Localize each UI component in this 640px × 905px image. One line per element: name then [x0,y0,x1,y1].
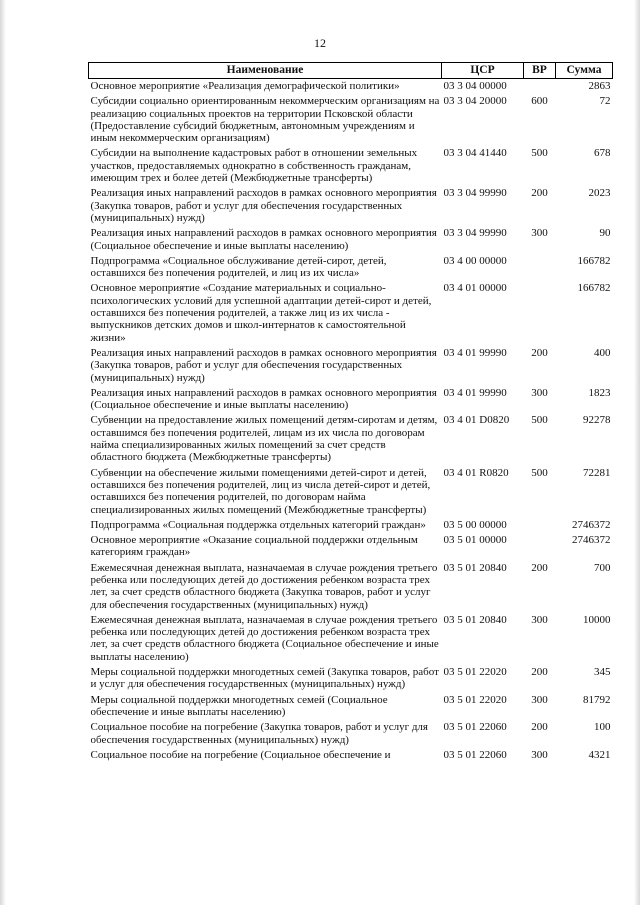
table-row [89,533,613,561]
row-vr: 200 [531,561,548,574]
table-row [89,226,613,254]
row-name: Реализация иных направлений расходов в рамках основного мероприятия (Закупка товаров, работ и услуг для обеспечения государственных (муниципальных) нужд) [90,346,437,384]
row-vr: 500 [531,414,548,427]
page-number: 12 [314,36,326,50]
row-sum: 90 [599,227,611,240]
row-csr: 03 4 01 99990 [443,386,507,399]
row-sum: 72281 [583,466,611,479]
table-row [89,665,613,693]
scan-edge-left [0,0,6,905]
row-vr: 200 [531,721,548,734]
row-name: Субсидии на выполнение кадастровых работ в отношении земельных участков, предоставляемых однократно в собственность гражданам, имеющим трех и более детей (Межбюджетные трансферты) [90,147,418,185]
row-name: Субвенции на предоставление жилых помещений детям-сиротам и детям, оставшимся без попечения родителей, лицам из их числа по договорам найма специализированных жилых помещений за счет средств областного бюджета (Межбюджетные трансферты) [90,414,438,464]
row-sum: 678 [594,147,611,160]
row-name: Субвенции на обеспечение жилыми помещениями детей-сирот и детей, оставшихся без попечения родителей, лиц из числа детей-сирот и детей, оставшихся без попечения родителей, по договорам найма специализированных жилых помещений (Межбюджетные трансферты) [90,466,431,516]
row-sum: 700 [594,561,611,574]
header-name: Наименование [89,63,442,79]
row-vr [524,79,556,95]
row-name: Ежемесячная денежная выплата, назначаемая в случае рождения третьего ребенка или последующих детей до достижения ребенком возраста трех лет, за счет средств областного бюджета (Социальное обеспечение и иные выплаты населению) [90,613,439,663]
row-csr: 03 5 01 22060 [443,721,507,734]
row-name: Реализация иных направлений расходов в рамках основного мероприятия (Закупка товаров, работ и услуг для обеспечения государственных (муниципальных) нужд) [90,187,437,224]
row-name: Ежемесячная денежная выплата, назначаемая в случае рождения третьего ребенка или последующих детей до достижения ребенком возраста трех лет, за счет средств областного бюджета (Закупка товаров, работ и услуг для обеспечения государственных (муниципальных) нужд) [90,561,438,611]
row-csr: 03 4 01 99990 [443,346,507,359]
row-csr: 03 5 01 00000 [443,534,507,547]
row-sum: 166782 [577,282,611,295]
row-name: Подпрограмма «Социальная поддержка отдельных категорий граждан» [90,518,426,531]
row-vr [524,533,556,561]
row-vr: 300 [531,386,548,399]
row-vr: 600 [531,95,548,108]
table-row [89,79,613,95]
row-csr: 03 3 04 99990 [443,187,507,200]
row-csr: 03 3 04 20000 [443,95,507,108]
row-name: Реализация иных направлений расходов в рамках основного мероприятия (Социальное обеспечение и иные выплаты населению) [90,227,437,252]
row-vr: 200 [531,346,548,359]
row-name: Социальное пособие на погребение (Закупка товаров, работ и услуг для обеспечения государственных (муниципальных) нужд) [90,721,428,746]
row-sum: 10000 [583,613,611,626]
row-vr: 500 [531,147,548,160]
header-vr: ВР [524,63,556,79]
row-vr [524,518,556,533]
row-csr: 03 5 01 22060 [443,748,507,761]
row-name: Основное мероприятие «Реализация демографической политики» [90,80,400,92]
row-vr: 300 [531,748,548,761]
row-csr: 03 4 01 D0820 [443,414,510,427]
table-header-row [89,63,613,79]
row-csr: 03 5 00 00000 [443,518,507,531]
table-row [89,413,613,465]
table-row [89,386,613,414]
row-vr: 300 [531,613,548,626]
row-sum: 2863 [588,80,611,92]
table-row [89,518,613,533]
table-row [89,346,613,386]
table-row [89,466,613,518]
row-csr: 03 5 01 22020 [443,693,507,706]
row-sum: 100 [594,721,611,734]
row-sum: 345 [594,666,611,679]
row-name: Основное мероприятие «Создание материальных и социально-психологических условий для успешной адаптации детей-сирот и детей, оставшихся без попечения родителей, а также лиц из их числа - выпускников детских домов и школ-интернатов к самостоятельной жизни» [90,282,432,344]
budget-table [88,62,613,763]
row-csr: 03 3 04 41440 [443,147,507,160]
row-name: Подпрограмма «Социальное обслуживание детей-сирот, детей, оставшихся без попечения родителей, и лиц из их числа» [90,254,387,280]
row-vr: 300 [531,227,548,240]
row-sum: 2746372 [572,518,611,531]
row-name: Субсидии социально ориентированным некоммерческим организациям на реализацию социальных проектов на территории Псковской области (Предоставление субсидий бюджетным, автономным учреждениям и иным некоммерческим организациям) [90,95,440,145]
row-csr: 03 3 04 00000 [443,80,507,92]
table-row [89,146,613,186]
table-row [89,186,613,226]
table-row [89,613,613,665]
row-vr [524,254,556,282]
row-vr: 200 [531,187,548,200]
row-sum: 4321 [588,748,611,761]
row-name: Меры социальной поддержки многодетных семей (Закупка товаров, работ и услуг для обеспечения государственных (муниципальных) нужд) [90,666,439,691]
row-csr: 03 4 00 00000 [443,254,507,267]
row-name: Меры социальной поддержки многодетных семей (Социальное обеспечение и иные выплаты населению) [90,693,388,718]
header-sum: Сумма [556,63,613,79]
table-row [89,281,613,345]
row-csr: 03 4 01 00000 [443,282,507,295]
table-row [89,254,613,282]
row-sum: 2746372 [572,534,611,547]
row-vr [524,281,556,345]
table-row [89,94,613,146]
row-vr: 200 [531,666,548,679]
row-name: Реализация иных направлений расходов в рамках основного мероприятия (Социальное обеспечение и иные выплаты населению) [90,386,437,412]
row-csr: 03 5 01 20840 [443,561,507,574]
row-name: Основное мероприятие «Оказание социальной поддержки отдельным категориям граждан» [90,534,418,559]
header-csr: ЦСР [442,63,524,79]
scan-edge-right [634,0,640,905]
row-csr: 03 5 01 20840 [443,613,507,626]
row-sum: 166782 [577,254,611,267]
table-row [89,748,613,763]
table-row [89,693,613,721]
row-vr: 300 [531,693,548,706]
row-csr: 03 3 04 99990 [443,227,507,240]
row-sum: 400 [594,346,611,359]
row-sum: 1823 [588,386,611,399]
row-name: Социальное пособие на погребение (Социальное обеспечение и [90,748,391,761]
row-csr: 03 4 01 R0820 [443,466,509,479]
table-row [89,720,613,748]
row-csr: 03 5 01 22020 [443,666,507,679]
table-body [89,79,613,764]
row-vr: 500 [531,466,548,479]
row-sum: 72 [599,95,611,108]
row-sum: 92278 [583,414,611,427]
table-row [89,561,613,613]
row-sum: 81792 [583,693,611,706]
row-sum: 2023 [588,187,611,200]
